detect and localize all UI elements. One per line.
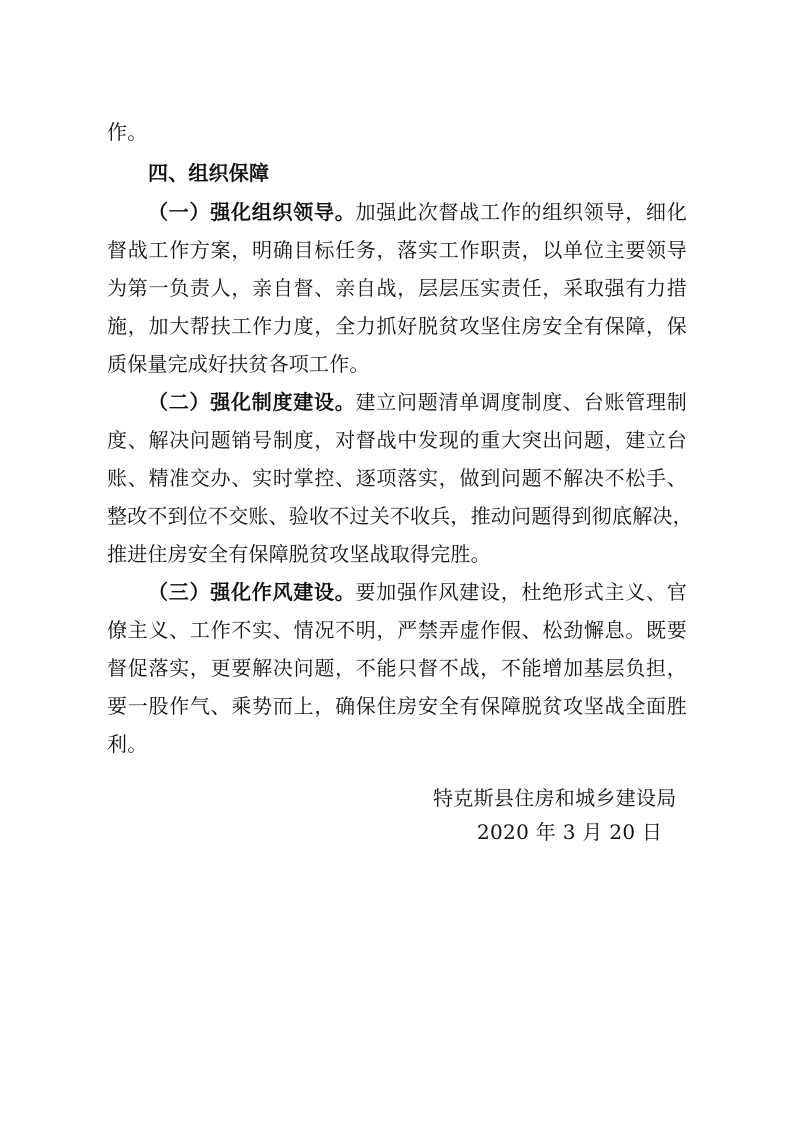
paragraph-2-line-2: 度、解决问题销号制度，对督战中发现的重大突出问题，建立台: [107, 428, 687, 452]
paragraph-1-line-5: 质保量完成好扶贫各项工作。: [107, 352, 370, 376]
paragraph-2-line-4: 整改不到位不交账、验收不过关不收兵，推动问题得到彻底解决，: [107, 504, 693, 528]
paragraph-1-line-4: 施，加大帮扶工作力度，全力抓好脱贫攻坚住房安全有保障，保: [107, 314, 687, 338]
section-heading: 四、组织保障: [148, 161, 270, 185]
paragraph-3-line-3: 督促落实，更要解决问题，不能只督不战，不能增加基层负担，: [107, 656, 687, 680]
paragraph-1-line-2: 督战工作方案，明确目标任务，落实工作职责，以单位主要领导: [107, 238, 687, 262]
paragraph-3-line-4: 要一股作气、乘势而上，确保住房安全有保障脱贫攻坚战全面胜: [107, 694, 687, 718]
paragraph-3-line-2: 僚主义、工作不实、情况不明，严禁弄虚作假、松劲懈息。既要: [107, 618, 687, 642]
paragraph-2-line-1: （二）强化制度建设。建立问题清单调度制度、台账管理制: [148, 390, 688, 414]
signature-date: 2020 年 3 月 20 日: [477, 820, 663, 844]
signature-organization: 特克斯县住房和城乡建设局: [433, 786, 677, 810]
paragraph-3-line-1: （三）强化作风建设。要加强作风建设，杜绝形式主义、官: [148, 580, 688, 604]
paragraph-3-line-5: 利。: [107, 732, 148, 756]
continued-line: 作。: [107, 120, 148, 144]
paragraph-2-line-5: 推进住房安全有保障脱贫攻坚战取得完胜。: [107, 542, 491, 566]
paragraph-1-lead: （一）强化组织领导。: [148, 200, 356, 224]
paragraph-1-line-3: 为第一负责人，亲自督、亲自战，层层压实责任，采取强有力措: [107, 276, 687, 300]
paragraph-2-line-3: 账、精准交办、实时掌控、逐项落实，做到问题不解决不松手、: [107, 466, 687, 490]
paragraph-3-lead: （三）强化作风建设。: [148, 580, 356, 604]
paragraph-1-line-1: （一）强化组织领导。加强此次督战工作的组织领导，细化: [148, 200, 688, 224]
paragraph-2-lead: （二）强化制度建设。: [148, 390, 356, 414]
